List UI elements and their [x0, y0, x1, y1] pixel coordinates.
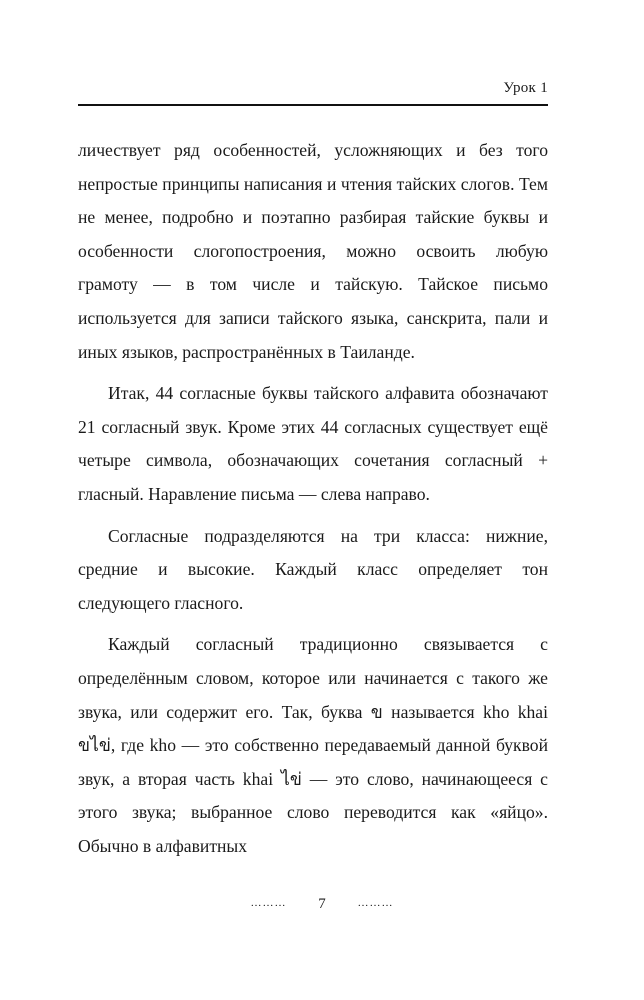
footer-left-dots: ………: [250, 897, 287, 909]
footer-right-dots: ………: [357, 897, 394, 909]
running-header: [78, 78, 548, 106]
paragraph-consonants-count: Итак, 44 согласные буквы тайского алфавита обозначают 21 согласный звук. Кроме этих 44 согласных существует ещё четыре символа, обозначающих сочетания согласный + гласный. Наравление письма — слева направо.: [78, 383, 548, 504]
lesson-title: Урок 1: [503, 80, 548, 96]
page-footer: [0, 896, 644, 913]
page-number: 7: [318, 896, 326, 912]
paragraph-continued: личествует ряд особенностей, усложняющих и без того непростые принципы написания и чтения тайских слогов. Тем не менее, подробно и поэтапно разбирая тайские буквы и особенности слогопостроения, можно освоить любую грамоту — в том числе и тайскую. Тайское письмо используется для записи тайского языка, санскрита, пали и иных языков, распространённых в Таиланде.: [78, 140, 548, 362]
body-text: [78, 134, 548, 871]
paragraph-consonant-classes: Согласные подразделяются на три класса: нижние, средние и высокие. Каждый класс определяет тон следующего гласного.: [78, 525, 548, 613]
paragraph-consonant-names: Каждый согласный традиционно связывается с определённым словом, которое или начинается с такого же звука, или содержит его. Так, буква ข называется kho khai ขไข่, где kho — это собственно передаваемый данной буквой звук, а вторая часть khai ไข่ — это слово, начинающееся с этого звука; выбранное слово переводится как «яйцо». Обычно в алфавитных: [78, 634, 548, 856]
